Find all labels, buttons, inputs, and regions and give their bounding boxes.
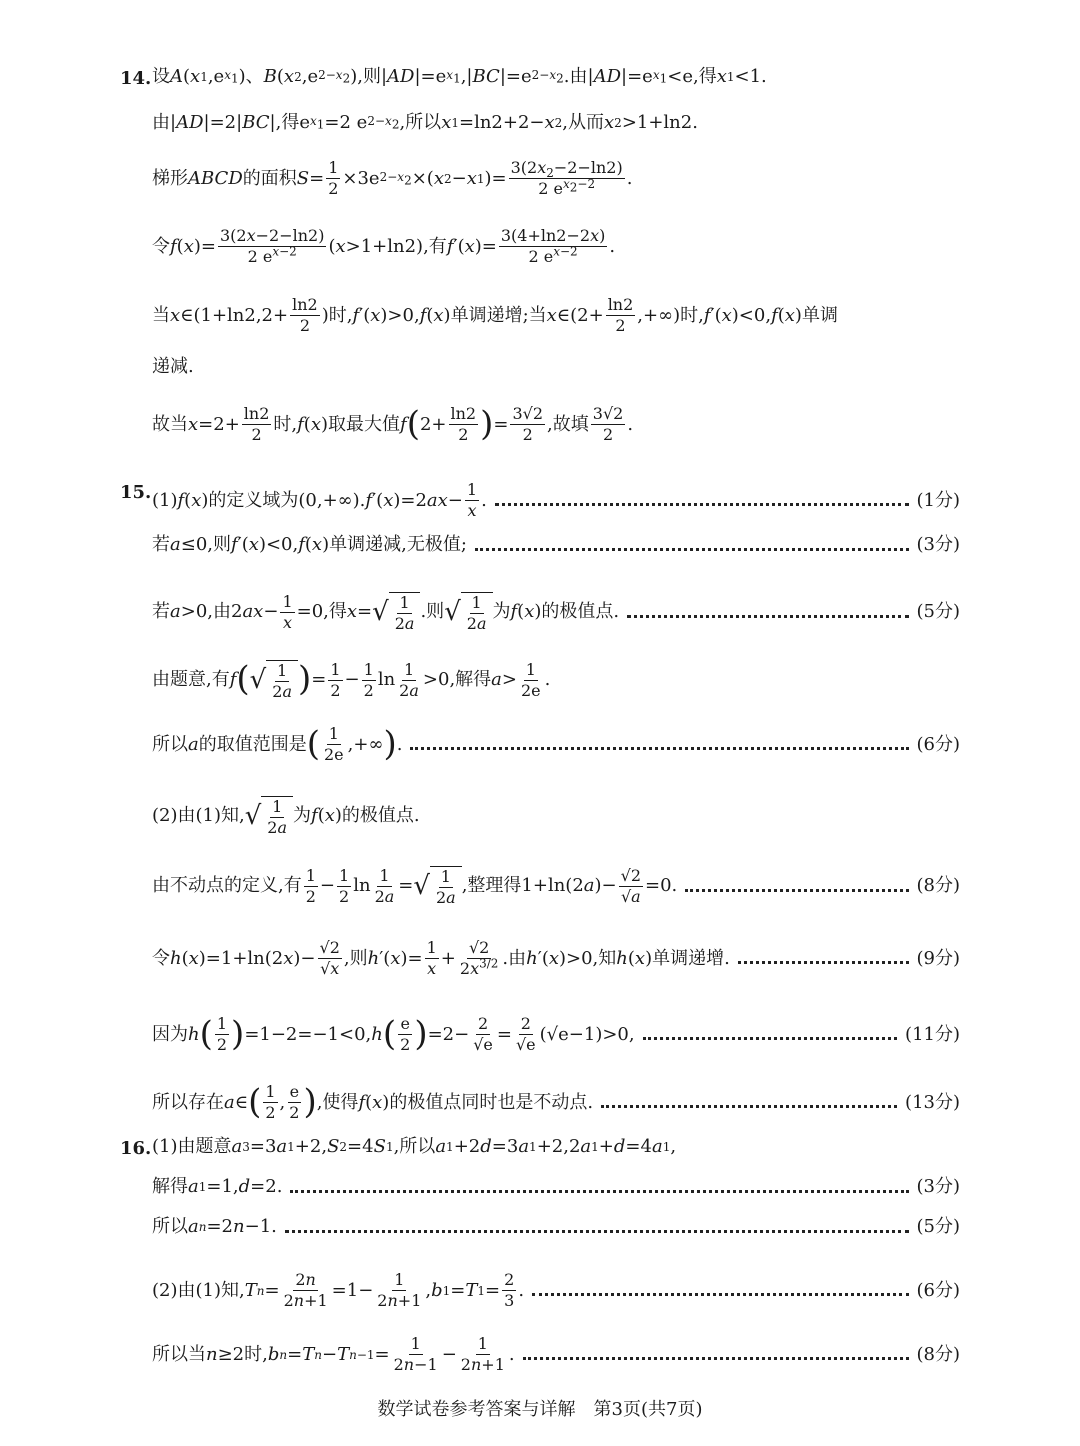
q15-line-10: 所以存在 a ∈ ( $\frac{1}{2}$ , $\frac{e}{2}$ ) ,使得 f ( x )的极值点同时也是不动点. (13分): [152, 1081, 960, 1122]
score-label: (3分): [916, 1176, 960, 1197]
q14-line-4: 令 f ( x )= $\frac{3(2x-2-\ln 2)}{2 e^{x-2}}$ ( x >1+ln2),有 f ′( x )= $\frac{3(4+\ln 2-2x)}{2 e^{x-2}}$ .: [152, 226, 616, 266]
score-label: (3分): [916, 534, 960, 555]
dot-leader: [685, 889, 908, 892]
question-number-15: 15.: [120, 482, 152, 503]
dot-leader: [601, 1105, 897, 1108]
dot-leader: [523, 1357, 909, 1360]
q16-line-5: 所以当 n ≥2时, b n = T n − T n−1 = $\frac{1}{2n-1}$ − $\frac{1}{2n+1}$ . (8分): [152, 1334, 960, 1374]
q15-line-2: 若 a ≤0,则 f ′( x )<0, f ( x )单调递减,无极值; (3分): [152, 534, 960, 555]
q16-line-1: (1)由题意 a 3 =3 a 1 +2, S 2 =4 S 1 ,所以 a 1 +2 d =3 a 1 +2,2 a 1 + d =4 a 1 ,: [152, 1136, 677, 1157]
score-label: (8分): [916, 1343, 960, 1365]
dot-leader: [627, 615, 908, 618]
q16-line-4: (2)由(1)知, T n = $\frac{2n}{2n+1}$ =1− $\frac{1}{2n+1}$ , b 1 = T 1 = $\frac{2}{3}$ . (6分): [152, 1270, 960, 1310]
q15-line-9: 因为 h ( $\frac{1}{2}$ ) =1−2=−1<0, h ( $\frac{e}{2}$ ) =2− $\frac{2}{√e}$ = $\frac{2}{√e}$ (√e−1)>0, (11分): [152, 1013, 960, 1054]
q15-line-7: 由不动点的定义,有 $\frac{1}{2}$ − $\frac{1}{2}$ ln $\frac{1}{2a}$ = √ $\frac{1}{2a}$ ,整理得1+ln(2 a )− $\frac{√2}{√a}$ =0. (8分): [152, 865, 960, 907]
dot-leader: [495, 503, 909, 506]
score-label: (1分): [916, 489, 960, 511]
dot-leader: [410, 747, 908, 750]
q14-line-1: 设 A ( x 1 ,e $x_1$ )、 B ( x 2 ,e $2-x_2$ ),则| AD |=e $x_1$ ,| BC |=e $2-x_2$ .由| AD |=e $x_1$ <e,得 x 1 <1.: [152, 66, 767, 87]
q16-line-2: 解得 a 1 =1, d =2. (3分): [152, 1176, 960, 1197]
q15-line-3: 若 a >0,由2 ax − $\frac{1}{x}$ =0,得 x = √ $\frac{1}{2a}$ .则 √ $\frac{1}{2a}$ 为 f ( x )的极值点. (5分): [152, 591, 960, 633]
score-label: (9分): [916, 947, 960, 969]
score-label: (5分): [916, 601, 960, 622]
q14-line-7: 故当 x =2+ $\frac{\ln 2}{2}$ 时, f ( x )取最大值 f ( 2+ $\frac{\ln 2}{2}$ ) = $\frac{3√2}{2}$ ,故填 $\frac{3√2}{2}$ .: [152, 403, 634, 444]
q15-line-6: (2)由(1)知, √ $\frac{1}{2a}$ 为 f ( x )的极值点.: [152, 797, 420, 837]
dot-leader: [738, 961, 909, 964]
dot-leader: [285, 1230, 909, 1233]
q16-line-3: 所以 a n =2 n −1. (5分): [152, 1216, 960, 1237]
q14-line-5: 当 x ∈(1+ln2,2+ $\frac{\ln 2}{2}$ )时, f ′( x )>0, f ( x )单调递增;当 x ∈(2+ $\frac{\ln 2}{2}$ ,+∞)时, f ′( x )<0, f ( x )单调: [152, 295, 838, 335]
q14-line-2: 由| AD |=2| BC |,得e $x_1$ =2 e $2-x_2$ ,所以 x 1 =ln2+2− x 2 ,从而 x 2 >1+ln2.: [152, 112, 698, 133]
dot-leader: [290, 1190, 908, 1193]
score-label: (6分): [916, 733, 960, 755]
q15-line-5: 所以 a 的取值范围是 ( $\frac{1}{2e}$ ,+∞ ) . (6分): [152, 723, 960, 764]
question-number-16: 16.: [120, 1138, 152, 1159]
page-footer: 数学试卷参考答案与详解 第3页(共7页): [377, 1399, 703, 1420]
dot-leader: [532, 1293, 908, 1296]
dot-leader: [475, 548, 909, 551]
question-number-14: 14.: [120, 68, 152, 89]
q15-line-4: 由题意,有 f ( √ $\frac{1}{2a}$ ) = $\frac{1}{2}$ − $\frac{1}{2}$ ln $\frac{1}{2a}$ >0,解得 a > $\frac{1}{2e}$ .: [152, 659, 551, 701]
q14-line-3: 梯形 ABCD 的面积 S = $\frac{1}{2}$ ×3e $2-x_2$ ×( x 2 − x 1 )= $\frac{3(2x_2-2-\ln 2)}{2 e^{x_2-2}}$ .: [152, 158, 633, 198]
score-label: (13分): [905, 1091, 960, 1113]
score-label: (11分): [905, 1023, 960, 1045]
score-label: (8分): [916, 875, 960, 896]
dot-leader: [643, 1037, 897, 1040]
q14-line-6: 递减.: [152, 356, 194, 377]
q15-line-1: (1) f ( x )的定义域为(0,+∞). f ′( x )=2 ax − $\frac{1}{x}$ . (1分): [152, 480, 960, 520]
score-label: (6分): [916, 1279, 960, 1301]
score-label: (5分): [916, 1216, 960, 1237]
q15-line-8: 令 h ( x )=1+ln(2 x )− $\frac{√2}{√x}$ ,则 h ′( x )= $\frac{1}{x}$ + $\frac{√2}{2x^{3/2}}$ .由 h ′( x )>0,知 h ( x )单调递增. (9分): [152, 938, 960, 978]
